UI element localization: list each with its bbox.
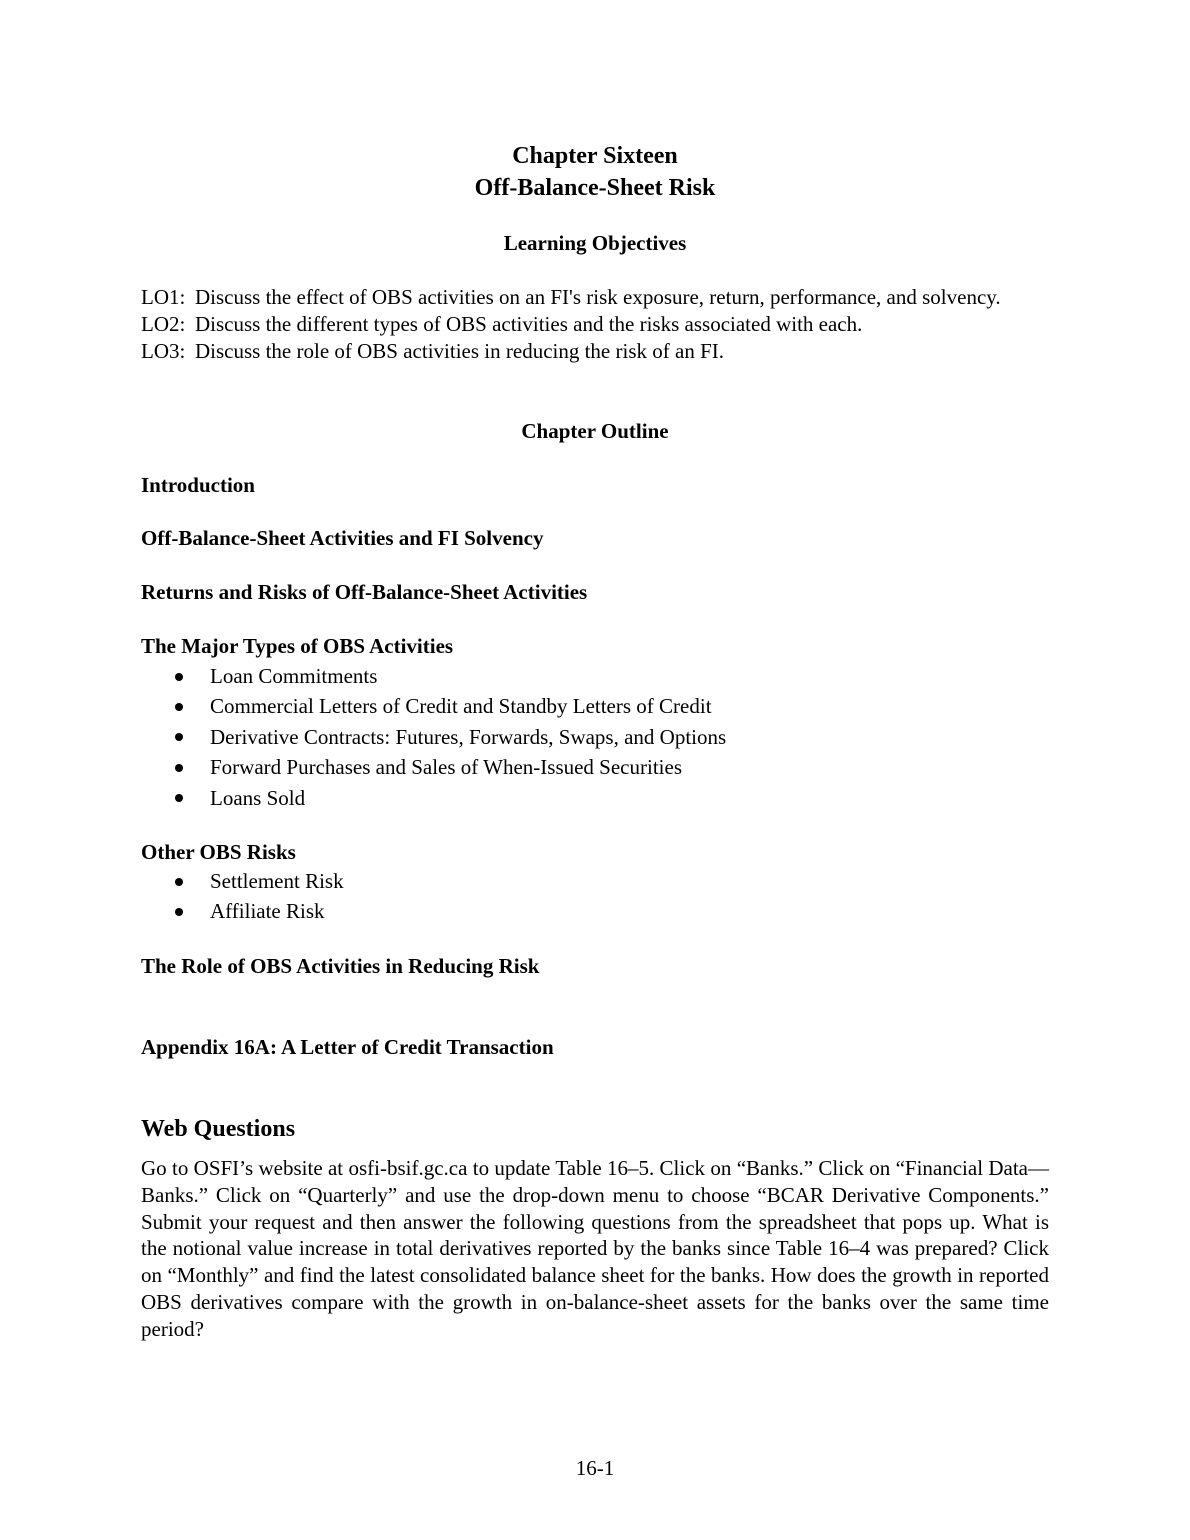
learning-objective-item <box>141 338 1049 365</box>
list-item-text: Affiliate Risk <box>210 899 325 924</box>
chapter-subtitle: Off-Balance-Sheet Risk <box>474 175 716 201</box>
bullet-icon <box>175 783 210 813</box>
bullet-icon <box>175 866 210 896</box>
bullet-icon <box>175 896 210 926</box>
list-item <box>175 783 726 813</box>
section-introduction: Introduction <box>141 473 255 497</box>
bullet-icon <box>175 752 210 782</box>
section-appendix: Appendix 16A: A Letter of Credit Transaction <box>141 1035 554 1059</box>
objective-text: Discuss the role of OBS activities in reducing the risk of an FI. <box>195 338 724 363</box>
chapter-title: Chapter Sixteen <box>512 143 678 169</box>
list-item <box>175 866 344 896</box>
chapter-outline-heading: Chapter Outline <box>521 419 669 443</box>
section-obs-solvency: Off-Balance-Sheet Activities and FI Solvency <box>141 526 544 550</box>
objective-code: LO3: <box>141 338 186 363</box>
objective-text: Discuss the effect of OBS activities on an FI's risk exposure, return, performance, and solvency. <box>195 285 1001 309</box>
section-returns-risks: Returns and Risks of Off-Balance-Sheet Activities <box>141 580 588 604</box>
major-types-list <box>175 661 726 813</box>
list-item <box>175 752 726 782</box>
section-role-reducing-risk: The Role of OBS Activities in Reducing Risk <box>141 954 540 978</box>
list-item-text: Commercial Letters of Credit and Standby Letters of Credit <box>210 694 712 719</box>
bullet-icon <box>175 722 210 752</box>
document-page <box>141 0 1049 1540</box>
other-risks-list <box>175 866 344 927</box>
list-item <box>175 691 726 721</box>
learning-objectives-heading: Learning Objectives <box>503 231 687 255</box>
section-major-types: The Major Types of OBS Activities <box>141 634 454 658</box>
list-item-text: Loans Sold <box>210 785 306 810</box>
bullet-icon <box>175 661 210 691</box>
bullet-icon <box>175 691 210 721</box>
list-item-text: Settlement Risk <box>210 869 344 893</box>
web-questions-text: Go to OSFI’s website at osfi-bsif.gc.ca to update Table 16–5. Click on “Banks.” Click on “Financial Data—Banks.” Click on “Quarterly” and use the drop-down menu to choose “BCAR Derivative Components.” Submit your request and then answer the following questions from the spreadsheet that pops up. What is the notional value increase in total derivatives reported by the banks since Table 16–4 was prepared? Click on “Monthly” and find the latest consolidated balance sheet for the banks. How does the growth in reported OBS derivatives compare with the growth in on-balance-sheet assets for the banks over the same time period? <box>141 1156 1049 1341</box>
list-item-text: Derivative Contracts: Futures, Forwards, Swaps, and Options <box>210 724 727 749</box>
list-item <box>175 661 726 691</box>
learning-objective-item <box>141 284 1049 311</box>
learning-objective-item <box>141 311 1049 338</box>
page-number: 16-1 <box>575 1456 615 1480</box>
objective-code: LO2: <box>141 311 186 336</box>
list-item-text: Loan Commitments <box>210 664 378 688</box>
objective-code: LO1: <box>141 285 186 309</box>
list-item <box>175 896 344 926</box>
objective-text: Discuss the different types of OBS activities and the risks associated with each. <box>195 311 863 336</box>
list-item <box>175 722 726 752</box>
learning-objectives-list <box>141 284 1049 364</box>
section-other-risks: Other OBS Risks <box>141 840 296 864</box>
list-item-text: Forward Purchases and Sales of When-Issued Securities <box>210 755 682 780</box>
web-questions-heading: Web Questions <box>141 1116 296 1142</box>
